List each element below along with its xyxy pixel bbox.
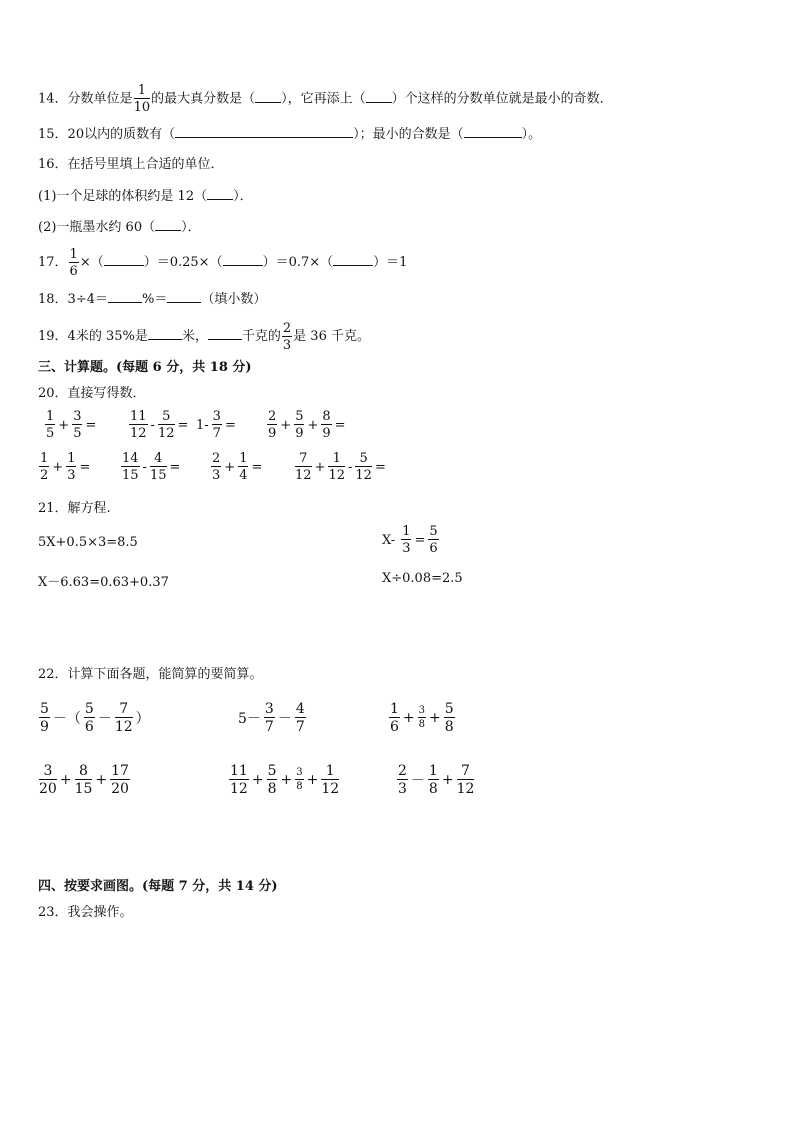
q20-expression: $\frac{11}{12}$ - $\frac{5}{12}$ =	[130, 409, 189, 441]
q20-expression: $\frac{14}{15}$ - $\frac{4}{15}$ =	[122, 451, 181, 483]
q20-expression: $\frac{2}{9}$ + $\frac{5}{9}$ + $\frac{8}{9}$ =	[268, 409, 346, 441]
q20-expression: $\frac{7}{12}$ + $\frac{1}{12}$ - $\frac{5}{12}$ =	[295, 451, 386, 483]
answer-blank[interactable]	[464, 124, 522, 138]
q20-expression: $\frac{1}{2}$ + $\frac{1}{3}$ =	[40, 451, 91, 483]
question-22: 22．计算下面各题，能简算的要简算。	[38, 667, 263, 682]
answer-blank[interactable]	[148, 326, 182, 340]
answer-blank[interactable]	[223, 252, 263, 266]
q20-expression: 1- $\frac{3}{7}$ =	[196, 409, 236, 441]
answer-blank[interactable]	[108, 289, 142, 303]
question-15: 15．20以内的质数有（ ）；最小的合数是（ ）。	[38, 124, 541, 144]
question-16-part-2: (2)一瓶墨水约 60（ ）．	[38, 217, 201, 237]
question-16-part-1: (1)一个足球的体积约是 12（ ）．	[38, 186, 253, 206]
question-18: 18．3÷4＝ %＝ （填小数）	[38, 289, 266, 309]
question-23: 23．我会操作。	[38, 905, 133, 920]
answer-blank[interactable]	[104, 252, 144, 266]
question-19: 19．4米的 35%是 米， 千克的 $\frac{2}{3}$ 是 36 千克。	[38, 320, 370, 353]
q22-expression: 5－ $\frac{3}{7}$ － $\frac{4}{7}$	[238, 701, 305, 735]
equation-3: X－6.63=0.63+0.37	[38, 575, 169, 590]
answer-blank[interactable]	[366, 89, 392, 103]
q22-expression: $\frac{11}{12}$ + $\frac{5}{8}$ + $\frac{3}{8}$ + $\frac{1}{12}$	[230, 763, 340, 797]
section-3-heading: 三、计算题。(每题 6 分，共 18 分)	[38, 360, 252, 375]
answer-blank[interactable]	[255, 89, 281, 103]
answer-blank[interactable]	[333, 252, 373, 266]
q22-expression: $\frac{5}{9}$ －（ $\frac{5}{6}$ － $\frac{7}{12}$ ）	[40, 701, 150, 735]
fraction: $\frac{1}{10}$	[133, 83, 151, 115]
answer-blank[interactable]	[155, 217, 181, 231]
q22-expression: $\frac{2}{3}$ － $\frac{1}{8}$ + $\frac{7}{12}$	[398, 763, 475, 797]
question-14: 14．分数单位是 $\frac{1}{10}$ 的最大真分数是（ ），它再添上（ ）个这样的分数单位就是最小的奇数．	[38, 83, 613, 115]
fraction: $\frac{1}{6}$	[69, 246, 78, 279]
answer-blank[interactable]	[175, 124, 353, 138]
equation-1: 5X+0.5×3=8.5	[38, 535, 138, 550]
answer-blank[interactable]	[208, 326, 242, 340]
answer-blank[interactable]	[207, 186, 233, 200]
q22-expression: $\frac{1}{6}$ + $\frac{3}{8}$ + $\frac{5}{8}$	[390, 701, 454, 735]
equation-4: X÷0.08=2.5	[382, 571, 463, 586]
question-16: 16．在括号里填上合适的单位．	[38, 157, 224, 172]
equation-2: X- $\frac{1}{3}$ = $\frac{5}{6}$	[382, 524, 438, 556]
question-20: 20．直接写得数．	[38, 386, 146, 401]
question-21: 21．解方程.	[38, 501, 111, 516]
q20-expression: $\frac{2}{3}$ + $\frac{1}{4}$ =	[212, 451, 263, 483]
question-17: 17． $\frac{1}{6}$ ×（ ）＝0.25×（ ）＝0.7×（ ）＝1	[38, 246, 408, 279]
q22-expression: $\frac{3}{20}$ + $\frac{8}{15}$ + $\frac{17}{20}$	[39, 763, 129, 797]
q20-expression: $\frac{1}{5}$ + $\frac{3}{5}$ =	[46, 409, 97, 441]
answer-blank[interactable]	[167, 289, 201, 303]
section-4-heading: 四、按要求画图。(每题 7 分，共 14 分)	[38, 879, 278, 894]
fraction: $\frac{2}{3}$	[282, 320, 292, 353]
